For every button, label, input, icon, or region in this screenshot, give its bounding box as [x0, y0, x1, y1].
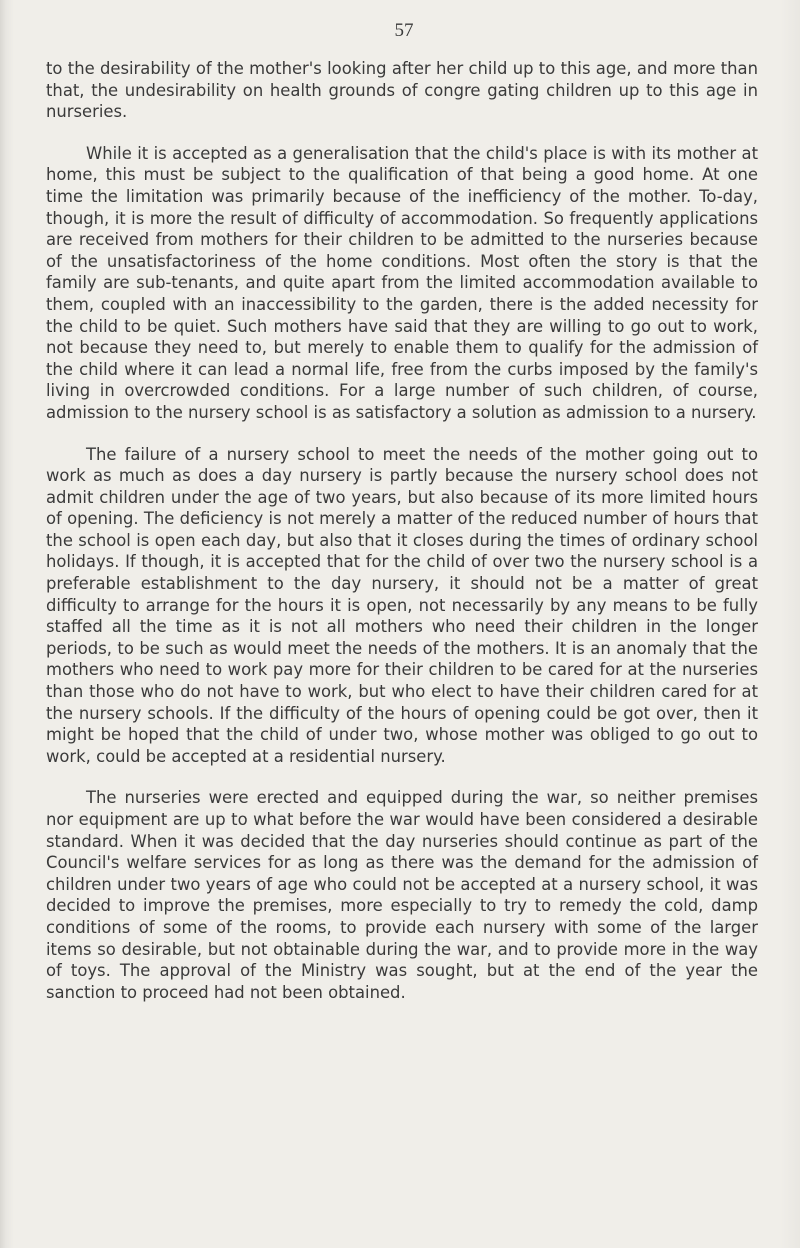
paragraph-continuation: to the desirability of the mother's looking after her child up to this age, and more than that, the undesirability on health grounds of congre gating children up to this age in nurseries. — [46, 59, 758, 122]
page-number: 57 — [394, 20, 414, 41]
body-text — [46, 58, 758, 1023]
paragraph: The nurseries were erected and equipped during the war, so neither premises nor equipment are up to what before the war would have been considered a desirable standard. When it was decided that the day nurseries should continue as part of the Council's welfare services for as long as there was the demand for the admission of children under two years of age who could not be accepted at a nursery school, it was decided to improve the premises, more especially to try to remedy the cold, damp conditions of some of the rooms, to provide each nursery with some of the larger items so desirable, but not obtainable during the war, and to provide more in the way of toys. The approval of the Ministry was sought, but at the end of the year the sanction to proceed had not been obtained. — [46, 788, 758, 1002]
paragraph: While it is accepted as a generalisation that the child's place is with its mother at home, this must be subject to the qualification of that being a good home. At one time the limitation was primarily because of the inefficiency of the mother. To-day, though, it is more the result of difficulty of accommodation. So frequently applications are received from mothers for their children to be admitted to the nurseries because of the unsatisfactoriness of the home conditions. Most often the story is that the family are sub-tenants, and quite apart from the limited accommodation available to them, coupled with an inaccessibility to the garden, there is the added necessity for the child to be quiet. Such mothers have said that they are willing to go out to work, not because they need to, but merely to enable them to qualify for the admission of the child where it can lead a normal life, free from the curbs imposed by the family's living in overcrowded conditions. For a large number of such children, of course, admission to the nursery school is as satisfactory a solution as admission to a nursery. — [46, 143, 758, 422]
paragraph: The failure of a nursery school to meet the needs of the mother going out to work as much as does a day nursery is partly because the nursery school does not admit children under the age of two years, but also because of its more limited hours of opening. The deficiency is not merely a matter of the reduced number of hours that the school is open each day, but also that it closes during the times of ordinary school holidays. If though, it is accepted that for the child of over two the nursery school is a preferable establishment to the day nursery, it should not be a matter of great difficulty to arrange for the hours it is open, not necessarily by any means to be fully staffed all the time as it is not all mothers who need their children in the longer periods, to be such as would meet the needs of the mothers. It is an anomaly that the mothers who need to work pay more for their children to be cared for at the nurseries than those who do not have to work, but who elect to have their children cared for at the nursery schools. If the difficulty of the hours of opening could be got over, then it might be hoped that the child of under two, whose mother was obliged to go out to work, could be accepted at a residential nursery. — [46, 444, 758, 766]
